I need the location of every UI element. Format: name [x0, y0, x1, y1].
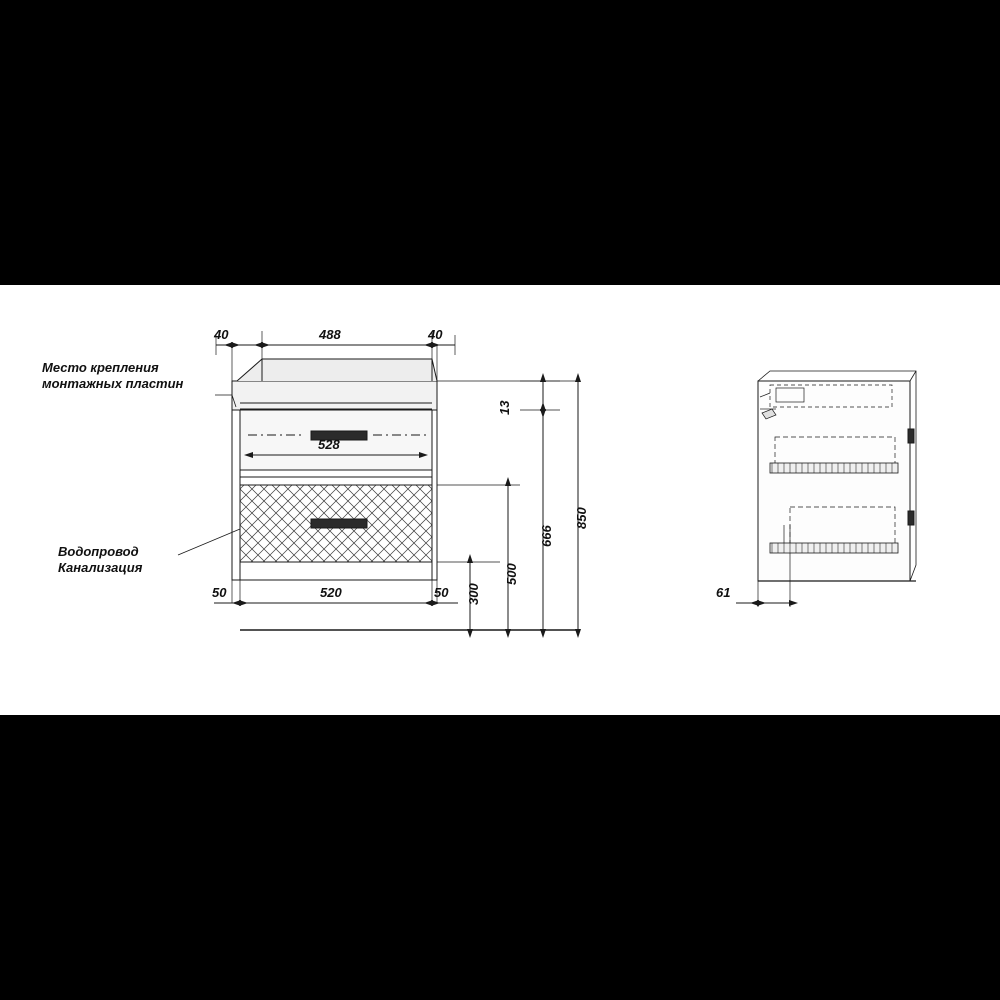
plumbing-label-line1: Водопровод [58, 544, 139, 559]
dim-countertop-thickness: 13 [497, 400, 512, 415]
dim-height-500: 500 [504, 563, 519, 585]
mount-label-line1: Место крепления [42, 360, 159, 375]
drawing-vector-layer [0, 285, 1000, 715]
dim-total-height: 850 [574, 507, 589, 529]
dim-bottom-left-offset: 50 [212, 585, 227, 600]
dim-height-666: 666 [539, 525, 554, 547]
mount-label-line2: монтажных пластин [42, 376, 184, 391]
dim-top-left-offset: 40 [214, 327, 229, 342]
dim-lower-drawer-width: 520 [320, 585, 342, 600]
dim-bottom-right-offset: 50 [434, 585, 449, 600]
dim-top-span: 488 [319, 327, 341, 342]
dim-height-300: 300 [466, 583, 481, 605]
plumbing-label-line2: Канализация [58, 560, 143, 575]
dim-top-right-offset: 40 [428, 327, 443, 342]
drawing-sheet [0, 285, 1000, 715]
dim-side-depth-offset: 61 [716, 585, 731, 600]
dim-upper-drawer-width: 528 [318, 437, 340, 452]
